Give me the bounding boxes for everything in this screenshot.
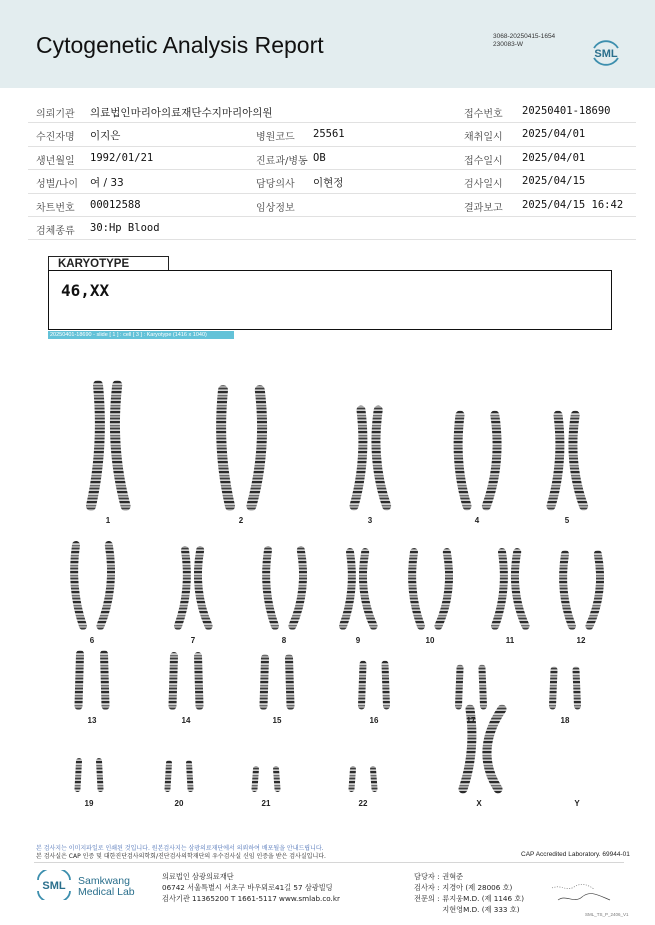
info-row	[28, 170, 636, 193]
chromosome-7	[198, 550, 209, 626]
info-row	[28, 100, 636, 123]
lab-name	[78, 876, 135, 898]
tester-label: 검사자 :	[414, 883, 440, 892]
report-header	[0, 0, 655, 88]
chromosome-16	[385, 664, 387, 706]
chart-no-label: 차트번호	[36, 202, 75, 214]
chromosome-label-12: 12	[576, 636, 586, 645]
address-line2: 06742 서울특별시 서초구 바우뫼로41길 57 삼광빌딩	[162, 883, 333, 892]
birth-value: 1992/01/21	[90, 151, 154, 164]
chromosome-label-5: 5	[564, 516, 570, 525]
chromosome-22	[352, 769, 354, 789]
info-row	[28, 123, 636, 146]
chromosome-label-10: 10	[425, 636, 435, 645]
chromosome-label-6: 6	[89, 636, 95, 645]
chromosome-1	[115, 385, 126, 506]
chromosome-X	[487, 709, 502, 789]
chromosome-1	[91, 385, 100, 506]
signature-scribble	[548, 880, 618, 910]
sml-logo	[589, 36, 623, 70]
chromosome-label-11: 11	[505, 636, 515, 645]
karyogram-caption: 20250401-18690 - slide [ 1 ] : cell [ 3 ] : Karyotype (1416 x 1040)	[48, 331, 234, 339]
chromosome-label-19: 19	[84, 799, 94, 808]
report-title: Cytogenetic Analysis Report	[36, 32, 324, 58]
chromosome-6	[100, 545, 111, 626]
chromosome-5	[573, 415, 584, 506]
info-row	[28, 147, 636, 170]
receipt-no-label: 접수번호	[464, 109, 503, 120]
chromosome-18	[553, 670, 555, 706]
receipt-date-value: 2025/04/01	[522, 151, 586, 164]
collect-date-value: 2025/04/01	[522, 128, 586, 141]
chromosome-2	[221, 390, 230, 506]
chromosome-label-9: 9	[355, 636, 361, 645]
chromosome-5	[551, 415, 560, 506]
chromosome-label-17: 17	[466, 716, 476, 725]
chromosome-3	[354, 410, 363, 506]
chromosome-label-15: 15	[272, 716, 282, 725]
chromosome-10	[438, 552, 449, 626]
receipt-date-label: 접수일시	[464, 155, 503, 167]
cap-accreditation: CAP Accredited Laboratory. 69944-01	[521, 851, 630, 858]
karyotype-tab: KARYOTYPE	[48, 256, 169, 271]
chromosome-10	[412, 552, 421, 626]
document-code: SML_TS_P_2406_V1	[585, 912, 629, 917]
sex-age-value: 여 / 33	[90, 177, 124, 190]
chromosome-label-X: X	[476, 799, 482, 808]
chromosome-7	[178, 550, 187, 626]
chromosome-label-4: 4	[474, 516, 480, 525]
tester-value: 지경아 (제 28006 호)	[442, 883, 513, 892]
chromosome-13	[79, 654, 81, 706]
dept-value: OB	[313, 151, 326, 164]
address-line3: 검사기관 11365200 T 1661-5117 www.smlab.co.kr	[162, 894, 340, 903]
chromosome-9	[363, 552, 374, 626]
chromosome-17	[482, 668, 484, 706]
chromosome-19	[78, 761, 80, 789]
chromosome-4	[458, 415, 467, 506]
chromosome-8	[266, 550, 275, 626]
result-date-value: 2025/04/15 16:42	[522, 198, 624, 211]
chromosome-label-20: 20	[174, 799, 184, 808]
sex-age-label: 성별/나이	[36, 179, 79, 191]
manager-value: 권혁준	[442, 872, 464, 881]
result-label: 결과보고	[464, 202, 503, 214]
doctor-label: 담당의사	[256, 179, 295, 191]
chromosome-11	[515, 552, 526, 626]
specimen-value: 30:Hp Blood	[90, 221, 160, 234]
collect-date-label: 채취일시	[464, 132, 503, 144]
karyogram-image	[0, 340, 655, 820]
footer-divider	[34, 862, 624, 863]
chromosome-12	[563, 554, 572, 626]
chromosome-15	[264, 658, 266, 706]
name-value: 이지은	[90, 130, 121, 143]
chromosome-label-13: 13	[87, 716, 97, 725]
chromosome-16	[362, 664, 364, 706]
address-line1: 의료법인 삼광의료재단	[162, 872, 234, 881]
test-date-value: 2025/04/15	[522, 175, 586, 188]
chromosome-label-22: 22	[358, 799, 368, 808]
chromosome-20	[189, 763, 191, 789]
chromosome-21	[255, 769, 257, 789]
name-label: 수진자명	[36, 132, 75, 144]
report-id-line2: 230083-W	[493, 41, 523, 48]
institution-value: 의료법인마리아의료재단수지마리아의원	[90, 107, 273, 119]
doctor-value: 이현정	[313, 177, 344, 190]
samkwang-logo-text: SML	[42, 880, 66, 892]
birth-label: 생년월일	[36, 155, 75, 167]
chromosome-19	[99, 761, 101, 789]
chromosome-label-8: 8	[281, 636, 287, 645]
chromosome-2	[251, 390, 262, 506]
chromosome-13	[104, 654, 106, 706]
chromosome-label-Y: Y	[574, 799, 580, 808]
chromosome-6	[74, 545, 83, 626]
chromosome-label-18: 18	[560, 716, 570, 725]
chromosome-label-16: 16	[369, 716, 379, 725]
chromosome-21	[276, 769, 278, 789]
clinical-label: 임상정보	[256, 202, 295, 214]
chromosome-20	[168, 763, 170, 789]
hospital-code-value: 25561	[313, 128, 345, 141]
chromosome-22	[373, 769, 375, 789]
specialist-label: 전문의 :	[414, 894, 440, 903]
chromosome-label-3: 3	[367, 516, 373, 525]
chromosome-3	[376, 410, 387, 506]
institution-label: 의뢰기관	[36, 109, 75, 120]
chromosome-label-21: 21	[261, 799, 271, 808]
chromosome-17	[459, 668, 461, 706]
chromosome-label-14: 14	[181, 716, 191, 725]
chromosome-15	[289, 658, 291, 706]
chromosome-label-7: 7	[190, 636, 196, 645]
chromosome-18	[576, 670, 578, 706]
report-id-line1: 3068-20250415-1654	[493, 33, 556, 40]
sml-logo-text: SML	[594, 48, 618, 60]
lab-name-line1: Samkwang	[78, 875, 130, 887]
specialist1-value: 류지웅M.D. (제 1146 호)	[442, 894, 525, 903]
hospital-code-label: 병원코드	[256, 132, 295, 144]
test-date-label: 검사일시	[464, 179, 503, 191]
chromosome-14	[173, 656, 175, 706]
footer-note-accreditation: 본 검사실은 CAP 인증 및 대한진단검사의학회/진단검사의학재단의 우수검사실 신임 인증을 받은 검사실입니다.	[36, 853, 326, 860]
chromosome-label-1: 1	[105, 516, 111, 525]
report-id	[493, 33, 555, 49]
chromosome-8	[292, 550, 303, 626]
lab-address	[162, 871, 340, 904]
receipt-no-value: 20250401-18690	[522, 105, 611, 117]
chromosome-labels	[85, 516, 586, 808]
chromosome-14	[198, 656, 200, 706]
chart-no-value: 00012588	[90, 198, 141, 211]
footer-note-print: 본 검사지는 이미지파일로 인쇄된 것입니다. 원본검사지는 삼광의료재단에서 의뢰하여 배포될을 안내드립니다.	[36, 845, 324, 852]
chromosome-9	[343, 552, 352, 626]
chromosome-11	[495, 552, 504, 626]
samkwang-logo	[35, 870, 73, 900]
info-row	[28, 217, 636, 240]
patient-info-table	[28, 100, 636, 240]
info-row	[28, 194, 636, 217]
chromosome-label-2: 2	[238, 516, 244, 525]
chromosome-pairs	[74, 385, 600, 789]
chromosome-12	[589, 554, 600, 626]
manager-label: 담당자 :	[414, 872, 440, 881]
karyotype-value: 46,XX	[61, 281, 110, 300]
chromosome-4	[486, 415, 497, 506]
karyotype-result-box	[48, 270, 612, 330]
lab-name-line2: Medical Lab	[78, 886, 135, 898]
dept-label: 진료과/병동	[256, 155, 308, 167]
staff-signatures	[414, 871, 524, 915]
specialist2-value: 지현영M.D. (제 333 호)	[442, 905, 520, 914]
specimen-label: 검체종류	[36, 225, 75, 237]
